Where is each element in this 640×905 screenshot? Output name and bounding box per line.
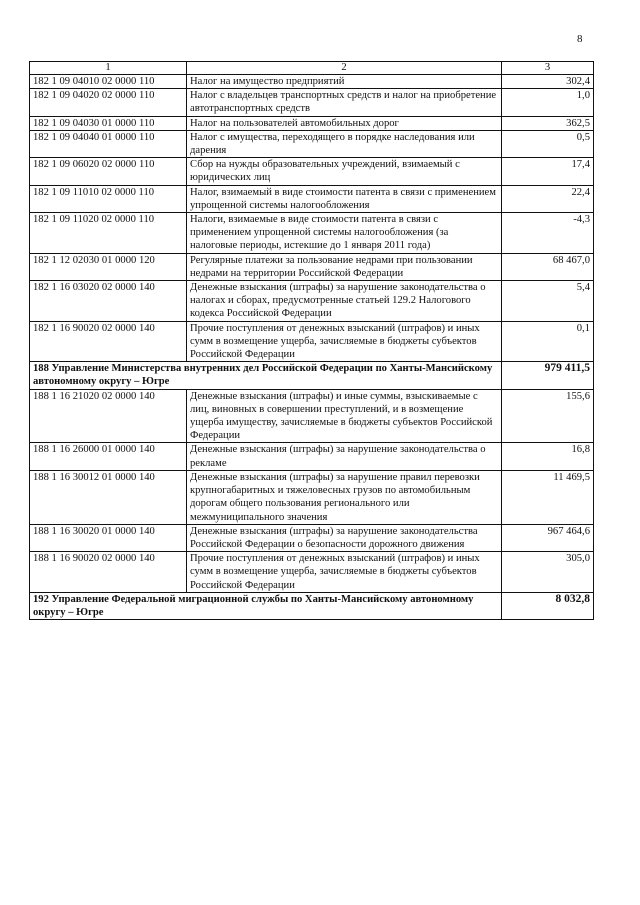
table-row [30, 185, 594, 212]
revenue-name: Денежные взыскания (штрафы) за нарушение законодательства о рекламе [187, 443, 502, 470]
amount: 155,6 [502, 389, 594, 443]
amount: 967 464,6 [502, 524, 594, 551]
table-row [30, 321, 594, 362]
table-row [30, 389, 594, 443]
revenue-name: Регулярные платежи за пользование недрами при пользовании недрами на территории Российской Федерации [187, 253, 502, 280]
section-row [30, 362, 594, 389]
amount: 302,4 [502, 75, 594, 89]
revenue-table [29, 61, 594, 620]
column-header-row [30, 62, 594, 75]
table-row [30, 552, 594, 593]
amount: 11 469,5 [502, 470, 594, 524]
budget-code: 188 1 16 30020 01 0000 140 [30, 524, 187, 551]
budget-code: 182 1 09 04040 01 0000 110 [30, 130, 187, 157]
table-row [30, 253, 594, 280]
section-row [30, 592, 594, 619]
table-row [30, 281, 594, 322]
revenue-name: Налог, взимаемый в виде стоимости патента в связи с применением упрощенной системы налогообложения [187, 185, 502, 212]
table-row [30, 89, 594, 116]
revenue-name: Налоги, взимаемые в виде стоимости патента в связи с применением упрощенной системы налогообложения (за налоговые периоды, истекшие до 1 января 2011 года) [187, 213, 502, 254]
revenue-name: Налог на пользователей автомобильных дорог [187, 116, 502, 130]
revenue-name: Денежные взыскания (штрафы) и иные суммы, взыскиваемые с лиц, виновных в совершении преступлений, и в возмещение ущерба имуществу, зачисляемые в бюджеты субъектов Российской Федерации [187, 389, 502, 443]
budget-code: 188 1 16 26000 01 0000 140 [30, 443, 187, 470]
table-row [30, 116, 594, 130]
section-title: 192 Управление Федеральной миграционной службы по Ханты-Мансийскому автономному округу – Югре [30, 592, 502, 619]
section-title: 188 Управление Министерства внутренних дел Российской Федерации по Ханты-Мансийскому автономному округу – Югре [30, 362, 502, 389]
budget-code: 188 1 16 21020 02 0000 140 [30, 389, 187, 443]
budget-code: 182 1 16 03020 02 0000 140 [30, 281, 187, 322]
revenue-name: Прочие поступления от денежных взысканий (штрафов) и иных сумм в возмещение ущерба, зачисляемые в бюджеты субъектов Российской Федерации [187, 552, 502, 593]
budget-code: 182 1 09 06020 02 0000 110 [30, 158, 187, 185]
amount: 22,4 [502, 185, 594, 212]
column-header-name: 2 [187, 62, 502, 75]
page-number: 8 [577, 33, 583, 45]
table-row [30, 443, 594, 470]
revenue-name: Денежные взыскания (штрафы) за нарушение законодательства о налогах и сборах, предусмотренные статьей 129.2 Налогового кодекса Российской Федерации [187, 281, 502, 322]
budget-code: 182 1 09 04020 02 0000 110 [30, 89, 187, 116]
column-header-value: 3 [502, 62, 594, 75]
revenue-name: Налог на имущество предприятий [187, 75, 502, 89]
budget-code: 182 1 16 90020 02 0000 140 [30, 321, 187, 362]
revenue-name: Налог с владельцев транспортных средств и налог на приобретение автотранспортных средств [187, 89, 502, 116]
amount: 362,5 [502, 116, 594, 130]
budget-code: 182 1 12 02030 01 0000 120 [30, 253, 187, 280]
table-row [30, 213, 594, 254]
section-total: 8 032,8 [502, 592, 594, 619]
budget-code: 188 1 16 90020 02 0000 140 [30, 552, 187, 593]
amount: 0,1 [502, 321, 594, 362]
revenue-name: Сбор на нужды образовательных учреждений, взимаемый с юридических лиц [187, 158, 502, 185]
amount: 0,5 [502, 130, 594, 157]
column-header-code: 1 [30, 62, 187, 75]
budget-code: 182 1 09 11010 02 0000 110 [30, 185, 187, 212]
table-row [30, 75, 594, 89]
budget-code: 182 1 09 04010 02 0000 110 [30, 75, 187, 89]
amount: 305,0 [502, 552, 594, 593]
table-body [30, 62, 594, 620]
revenue-name: Прочие поступления от денежных взысканий (штрафов) и иных сумм в возмещение ущерба, зачисляемые в бюджеты субъектов Российской Федерации [187, 321, 502, 362]
table-row [30, 524, 594, 551]
table-row [30, 470, 594, 524]
revenue-name: Денежные взыскания (штрафы) за нарушение законодательства Российской Федерации о безопасности дорожного движения [187, 524, 502, 551]
budget-code: 182 1 09 11020 02 0000 110 [30, 213, 187, 254]
budget-code: 182 1 09 04030 01 0000 110 [30, 116, 187, 130]
section-total: 979 411,5 [502, 362, 594, 389]
table-row [30, 130, 594, 157]
revenue-name: Денежные взыскания (штрафы) за нарушение правил перевозки крупногабаритных и тяжеловесных грузов по автомобильным дорогам общего пользования регионального или межмуниципального значения [187, 470, 502, 524]
amount: 5,4 [502, 281, 594, 322]
table-row [30, 158, 594, 185]
revenue-name: Налог с имущества, переходящего в порядке наследования или дарения [187, 130, 502, 157]
amount: 68 467,0 [502, 253, 594, 280]
amount: 16,8 [502, 443, 594, 470]
amount: 17,4 [502, 158, 594, 185]
amount: -4,3 [502, 213, 594, 254]
budget-code: 188 1 16 30012 01 0000 140 [30, 470, 187, 524]
amount: 1,0 [502, 89, 594, 116]
